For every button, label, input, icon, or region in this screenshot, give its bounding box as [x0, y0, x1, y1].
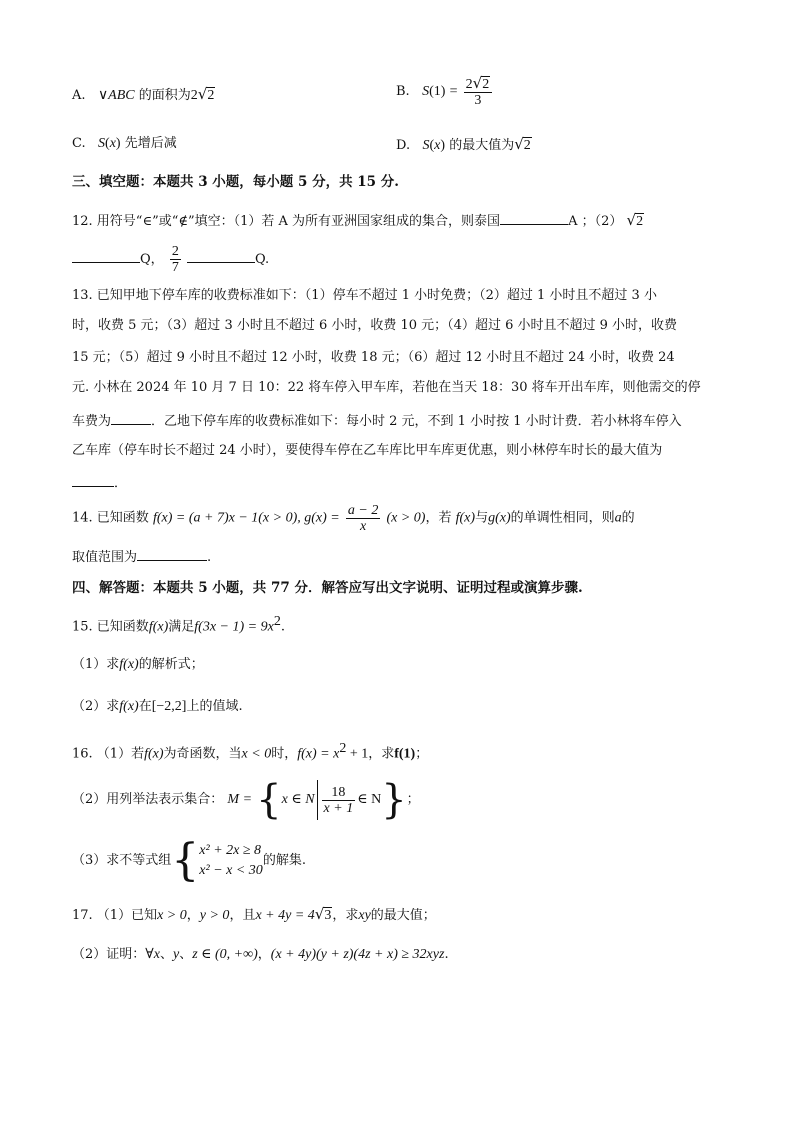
question-13-line3: 15 元；（5）超过 9 小时且不超过 12 小时，收费 18 元；（6）超过 12 小时且不超过 24 小时，收费 24 [72, 350, 675, 365]
question-14-line1: 14. 已知函数 f(x) = (a + 7)x − 1(x > 0), g(x) = $\frac{a - 2}{x}$ (x > 0)，若 f(x)与g(x)的单调性相同，则a的 [72, 503, 635, 534]
question-13-line7: ． [72, 472, 127, 494]
answer-blank [72, 248, 140, 263]
question-15-part2: （2）求f(x)在[−2,2]上的值域. [72, 699, 243, 714]
question-12-line2: Q， $\frac{2}{7}$ Q. [72, 244, 269, 275]
question-17-part2: （2）证明：∀x、y、z ∈ (0, +∞)，(x + 4y)(y + z)(4z + x) ≥ 32xyz. [72, 947, 449, 962]
choice-a: A. ∨ABC 的面积为2√2 [72, 85, 215, 103]
answer-blank [500, 210, 568, 225]
question-15: 15. 已知函数f(x)满足$f(3x - 1) = 9x^2$. [72, 614, 285, 635]
answer-blank [111, 410, 151, 425]
question-16-part1: 16. （1）若f(x)为奇函数，当x < 0时，$f(x) = x^2 + 1$，求f(1)； [72, 741, 429, 762]
question-12-line1: 12. 用符号“∈”或“∉”填空：（1）若 A 为所有亚洲国家组成的集合，则泰国 A ；（2） √2 [72, 211, 644, 229]
answer-blank [187, 248, 255, 263]
question-14-line2: 取值范围为 . [72, 546, 211, 568]
question-15-part1: （1）求f(x)的解析式； [72, 657, 204, 672]
choice-c: C. S(x) 先增后减 [72, 136, 177, 151]
fraction-2sqrt2-over-3: $\frac{2√2}{3}$ [464, 76, 493, 108]
question-13-line4: 元. 小林在 2024 年 10 月 7 日 10：22 将车停入甲车库，若他在当天 18：30 将车开出车库，则他需交的停 [72, 380, 701, 395]
fraction-a-minus-2-over-x: $\frac{a - 2}{x}$ [347, 503, 379, 534]
section-3-title: 三、填空题：本题共 3 小题，每小题 5 分，共 15 分. [72, 174, 399, 190]
question-13-line5: 车费为 ．乙地下停车库的收费标准如下：每小时 2 元，不到 1 小时按 1 小时计费．若小林将车停入 [72, 410, 682, 432]
choice-d: D. S(x) 的最大值为√2 [396, 135, 531, 153]
section-4-title: 四、解答题：本题共 5 小题，共 77 分．解答应写出文字说明、证明过程或演算步骤. [72, 580, 583, 596]
choice-b: B. S(1) = $\frac{2√2}{3}$ [396, 76, 494, 108]
question-16-part3: （3）求不等式组{ x² + 2x ≥ 8 x² − x < 30 的解集. [72, 835, 306, 886]
question-13-line2: 时，收费 5 元；（3）超过 3 小时且不超过 6 小时，收费 10 元；（4）超过 6 小时且不超过 9 小时，收费 [72, 318, 678, 333]
question-13-line1: 13. 已知甲地下停车库的收费标准如下：（1）停车不超过 1 小时免费；（2）超过 1 小时且不超过 3 小 [72, 288, 657, 303]
question-17-part1: 17. （1）已知x > 0，y > 0，且x + 4y = 4√3，求xy的最大值； [72, 905, 436, 923]
answer-blank [72, 472, 114, 487]
triangle-abc: ∨ABC [97, 88, 135, 103]
question-13-line6: 乙车库（停车时长不超过 24 小时），要使得车停在乙车库比甲车库更优惠，则小林停车时长的最大值为 [72, 443, 663, 458]
answer-blank [137, 546, 207, 561]
question-16-part2: （2）用列举法表示集合： M = {x ∈ N $\frac{18}{x + 1}$ ∈ N}； [72, 777, 420, 823]
fraction-18-over-x-plus-1: $\frac{18}{x + 1}$ [323, 784, 354, 816]
fraction-2-over-7: $\frac{2}{7}$ [171, 244, 179, 275]
